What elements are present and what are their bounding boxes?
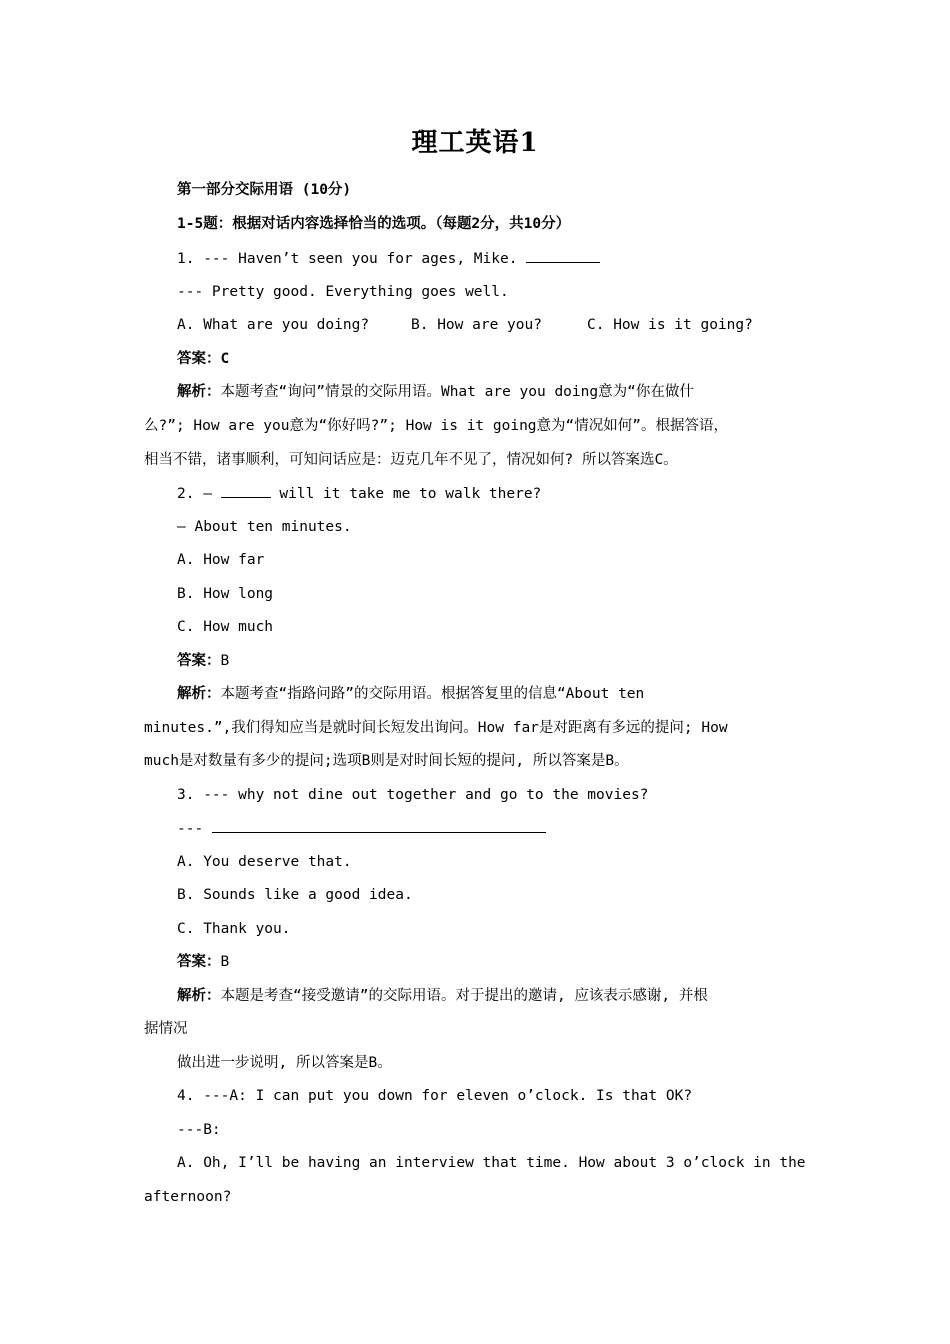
q4-stem: 4. ---A: I can put you down for eleven o’clock. Is that OK?	[177, 1088, 693, 1104]
q1-answer-label: 答案：	[177, 351, 221, 367]
q4-option-a-line-1: A. Oh, I’ll be having an interview that time. How about 3 o’clock in the	[177, 1155, 806, 1171]
q3-option-b: B. Sounds like a good idea.	[177, 887, 413, 903]
q1-analysis-line-2: 么?”; How are you意为“你好吗?”; How is it going意为“情况如何”。根据答语，	[144, 418, 728, 434]
q2-blank	[221, 483, 271, 498]
q1-answer	[177, 349, 229, 369]
q3-option-a: A. You deserve that.	[177, 854, 352, 870]
q2-option-b: B. How long	[177, 586, 274, 602]
q1-stem-text: 1. --- Haven’t seen you for ages, Mike.	[177, 251, 527, 267]
q3-reply	[177, 818, 546, 839]
q4-reply: ---B:	[177, 1122, 221, 1138]
q2-answer-label: 答案：	[177, 653, 221, 669]
document-title: 理工英语1	[411, 128, 539, 158]
q2-option-c: C. How much	[177, 619, 274, 635]
q2-option-a: A. How far	[177, 552, 265, 568]
q2-answer	[177, 651, 229, 671]
q1-option-b: B. How are you?	[411, 317, 542, 333]
q1-analysis-label: 解析：	[177, 384, 221, 400]
q1-stem	[177, 248, 600, 269]
q1-option-a: A. What are you doing?	[177, 317, 370, 333]
q1-reply: --- Pretty good. Everything goes well.	[177, 284, 509, 300]
instruction: 1-5题：根据对话内容选择恰当的选项。（每题2分，共10分）	[177, 216, 571, 232]
q3-reply-prefix: ---	[177, 821, 212, 837]
q3-option-c: C. Thank you.	[177, 921, 291, 937]
q3-analysis-line-3: 做出进一步说明, 所以答案是B。	[177, 1055, 392, 1071]
q2-analysis-label: 解析：	[177, 686, 221, 702]
q2-analysis-line-3: much是对数量有多少的提问;选项B则是对时间长短的提问, 所以答案是B。	[144, 753, 629, 769]
section-heading: 第一部分交际用语 (10分)	[177, 182, 352, 198]
q1-answer-value: C	[220, 351, 230, 367]
q1-analysis-text-1: 本题考查“询问”情景的交际用语。What are you doing意为“你在做什	[220, 384, 694, 400]
q1-blank	[526, 248, 600, 263]
q3-analysis-line-1	[177, 986, 708, 1006]
q1-analysis-line-1	[177, 382, 694, 402]
q2-analysis-text-1: 本题考查“指路问路”的交际用语。根据答复里的信息“About ten	[220, 686, 645, 702]
q2-answer-value: B	[220, 653, 230, 669]
q3-analysis-text-1: 本题是考查“接受邀请”的交际用语。对于提出的邀请, 应该表示感谢, 并根	[220, 988, 708, 1004]
q2-stem	[177, 483, 541, 504]
q3-stem: 3. --- why not dine out together and go to the movies?	[177, 787, 649, 803]
q1-option-c: C. How is it going?	[587, 317, 753, 333]
q3-blank	[212, 818, 546, 833]
q3-analysis-label: 解析：	[177, 988, 221, 1004]
q3-answer-value: B	[220, 954, 230, 970]
q3-answer	[177, 952, 229, 972]
q3-analysis-line-2: 据情况	[144, 1021, 188, 1037]
q3-answer-label: 答案：	[177, 954, 221, 970]
q2-analysis-line-1	[177, 684, 644, 704]
q2-stem-pre: 2. —	[177, 486, 221, 502]
q2-stem-post: will it take me to walk there?	[270, 486, 542, 502]
q1-analysis-line-3: 相当不错，诸事顺利，可知问话应是：迈克几年不见了，情况如何? 所以答案选C。	[144, 452, 678, 468]
q2-analysis-line-2: minutes.”,我们得知应当是就时间长短发出询问。How far是对距离有多远的提问; How	[144, 720, 728, 736]
q4-option-a-line-2: afternoon?	[144, 1189, 232, 1205]
q2-reply: — About ten minutes.	[177, 519, 352, 535]
